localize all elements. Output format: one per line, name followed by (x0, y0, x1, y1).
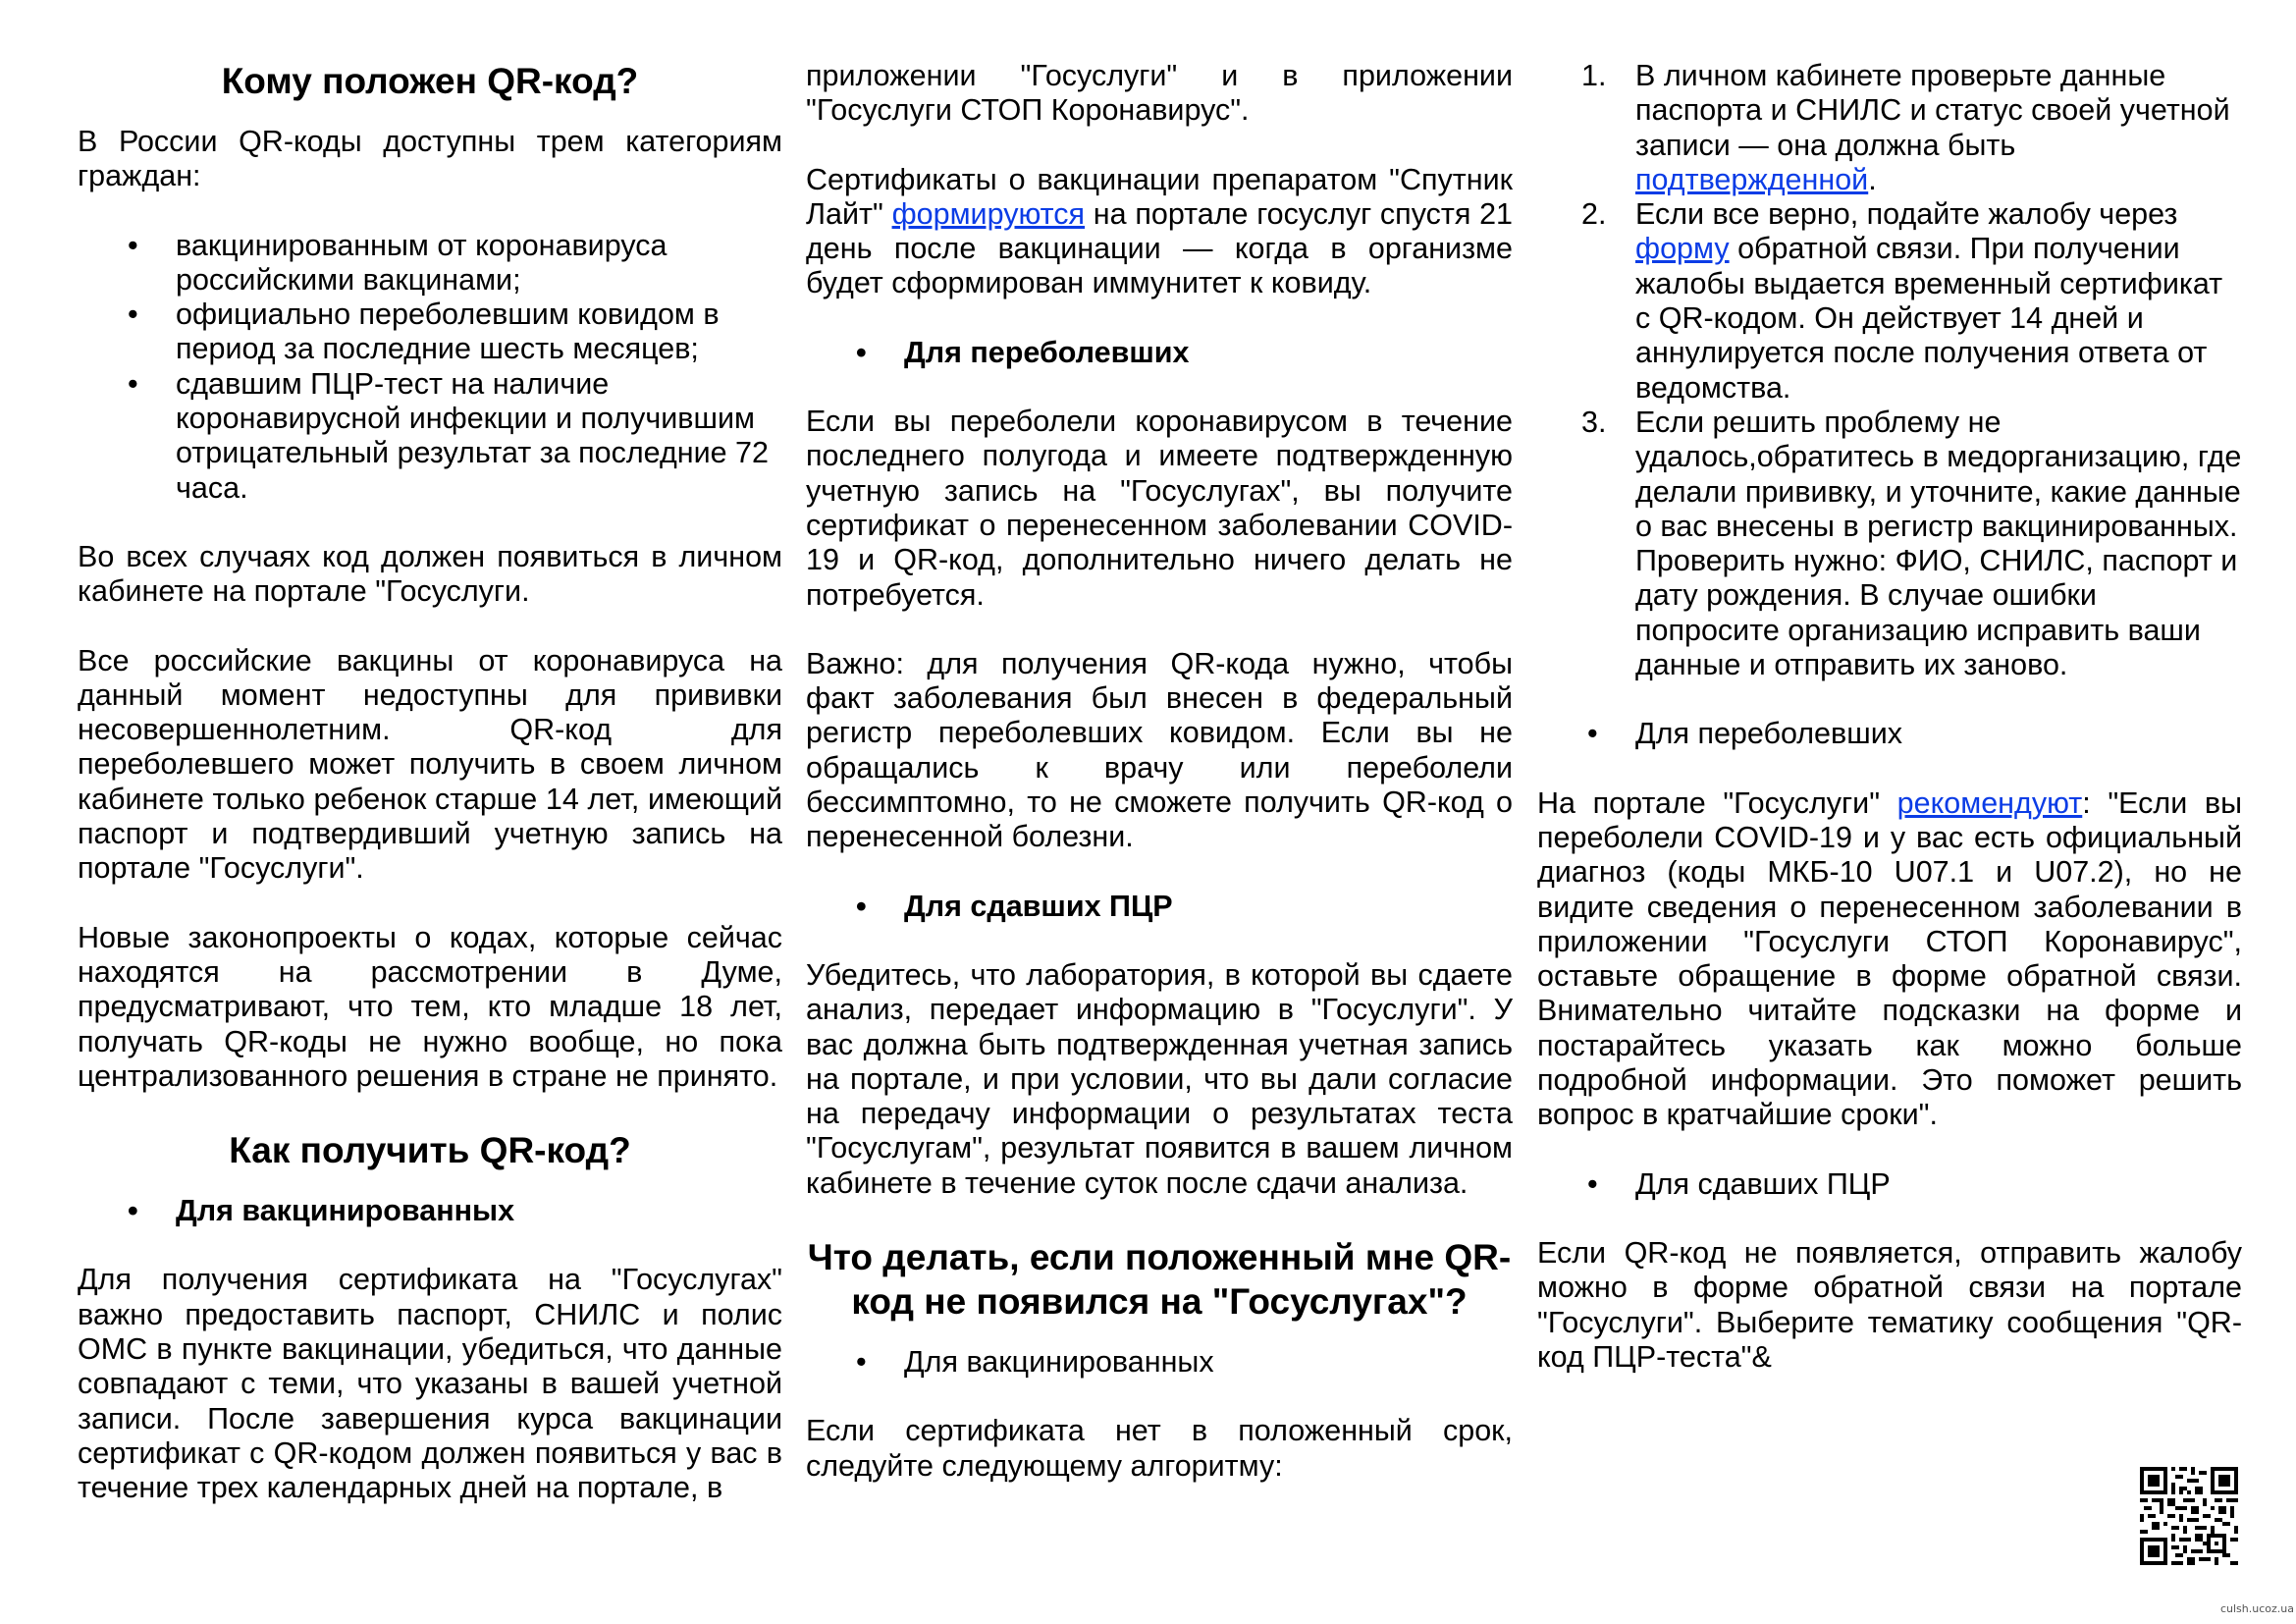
heading-what-if-missing: Что делать, если положенный мне QR-код не появился на "Госуслугах"? (807, 1237, 1512, 1323)
paragraph-algorithm-intro: Если сертификата нет в положенный срок, следуйте следующему алгоритму: (806, 1414, 1513, 1483)
paragraph-pcr-lab: Убедитесь, что лаборатория, в которой вы сдаете анализ, передает информацию в "Госуслуги". У вас должна быть подтвержденная учетная запись на портале, и при условии, что вы дали согласие на передачу информации о результатах теста "Госуслугам", результат появится в вашем личном кабинете в течение суток после сдачи анализа. (806, 957, 1513, 1200)
paragraph-pcr-complaint: Если QR-код не появляется, отправить жалобу можно в форме обратной связи на портале "Госуслуги". Выберите тематику сообщения "QR-код ПЦР-теста"& (1537, 1235, 2242, 1374)
subheading-pcr: • Для сдавших ПЦР (1635, 1167, 2242, 1202)
heading-who-gets-qr: Кому положен QR-код? (221, 61, 639, 101)
subheading-vaccinated: • Для вакцинированных (176, 1194, 782, 1228)
link-formu[interactable]: форму (1635, 232, 1730, 266)
subheading-recovered: • Для переболевших (904, 336, 1513, 370)
subheading-list (1537, 717, 2242, 751)
paragraph-recovered: Если вы переболели коронавирусом в течение последнего полугода и имеете подтвержденную учетную запись на "Госуслугах", вы получите сертификат о перенесенном заболевании COVID-19 и QR-код, дополнительно ничего делать не потребуется. (806, 405, 1513, 612)
column-middle (806, 59, 1513, 1518)
paragraph-categories-intro: В России QR-коды доступны трем категориям граждан: (78, 125, 782, 193)
paragraph-code-appears: Во всех случаях код должен появиться в личном кабинете на портале "Госуслуги. (78, 539, 782, 609)
paragraph-important-registry: Важно: для получения QR-кода нужно, чтобы факт заболевания был внесен в федеральный регистр переболевших ковидом. Если вы не обращались к врачу или переболели бессимптомно, то не сможете получить QR-код о перенесенной болезни. (806, 646, 1513, 854)
link-rekomenduyut[interactable]: рекомендуют (1896, 785, 2083, 820)
subheading-list (78, 1194, 782, 1228)
list-item: • вакцинированным от коронавируса российскими вакцинами; (176, 229, 782, 298)
subheading-list (806, 336, 1513, 370)
heading-how-to-get-qr: Как получить QR-код? (229, 1130, 631, 1171)
categories-list (78, 229, 782, 506)
link-formiruyutsya[interactable]: формируются (891, 196, 1086, 231)
link-podtverzhdennoy[interactable]: подтвержденной (1635, 162, 1869, 196)
paragraph-vaccinated-certificate: Для получения сертификата на "Госуслугах" важно предоставить паспорт, СНИЛС и полис ОМС в пункте вакцинации, убедиться, что данные совпадают с теми, что указаны в вашей учетной записи. После завершения курса вакцинации сертификат с QR-кодом должен появиться у вас в течение трех календарных дней на портале, в (78, 1263, 782, 1505)
site-watermark: culsh.ucoz.ua (2219, 1602, 2294, 1615)
subheading-recovered: • Для переболевших (1635, 717, 2242, 751)
paragraph-minors: Все российские вакцины от коронавируса на данный момент недоступны для прививки несовершеннолетним. QR-код для переболевшего может получить в своем личном кабинете только ребенок старше 14 лет, имеющий паспорт и подтвердивший учетную запись на портале "Госуслуги". (78, 643, 782, 886)
column-right (1537, 59, 2242, 1409)
subheading-vaccinated: • Для вакцинированных (904, 1345, 1513, 1380)
paragraph-new-bills: Новые законопроекты о кодах, которые сейчас находятся на рассмотрении в Думе, предусматривают, что тем, кто младше 18 лет, получать QR-коды не нужно вообще, но пока централизованного решения в стране не принято. (78, 920, 782, 1093)
subheading-list (1537, 1167, 2242, 1202)
paragraph-apps: приложении "Госуслуги" и в приложении "Госуслуги СТОП Коронавирус". (806, 59, 1513, 128)
list-item: 2. Если все верно, подайте жалобу через форму обратной связи. При получении жалобы выдается временный сертификат с QR-кодом. Он действует 14 дней и аннулируется после получения ответа от ведомства. (1581, 197, 2223, 405)
list-item: 3. Если решить проблему не удалось,обратитесь в медорганизацию, где делали прививку, и уточните, какие данные о вас внесены в регистр вакцинированных. Проверить нужно: ФИО, СНИЛС, паспорт и дату рождения. В случае ошибки попросите организацию исправить ваши данные и отправить их заново. (1581, 405, 2242, 682)
subheading-list (806, 890, 1513, 924)
list-item: • сдавшим ПЦР-тест на наличие коронавирусной инфекции и получившим отрицательный результат за последние 72 часа. (176, 367, 782, 506)
list-item: • официально переболевшим ковидом в период за последние шесть месяцев; (176, 298, 782, 367)
paragraph-portal-recommends: На портале "Госуслуги" рекомендуют: "Если вы переболели COVID-19 и у вас есть официальный диагноз (коды МКБ-10 U07.1 и U07.2), но не видите сведения о перенесенном заболевании в приложении "Госуслуги СТОП Коронавирус", оставьте обращение в форме обратной связи. Внимательно читайте подсказки на форме и постарайтесь указать как можно больше подробной информации. Это поможет решить вопрос в кратчайшие сроки". (1537, 785, 2242, 1132)
qr-code-icon (2140, 1467, 2238, 1565)
subheading-list (806, 1345, 1513, 1380)
subheading-pcr: • Для сдавших ПЦР (904, 890, 1513, 924)
paragraph-sputnik-light: Сертификаты о вакцинации препаратом "Спутник Лайт" формируются на портале госуслуг спустя 21 день после вакцинации — когда в организме будет сформирован иммунитет к ковиду. (806, 162, 1514, 300)
list-item: 1. В личном кабинете проверьте данные паспорта и СНИЛС и статус своей учетной записи — она должна быть подтвержденной. (1581, 59, 2230, 196)
column-left (78, 59, 782, 1541)
algorithm-steps-list (1537, 59, 2242, 682)
